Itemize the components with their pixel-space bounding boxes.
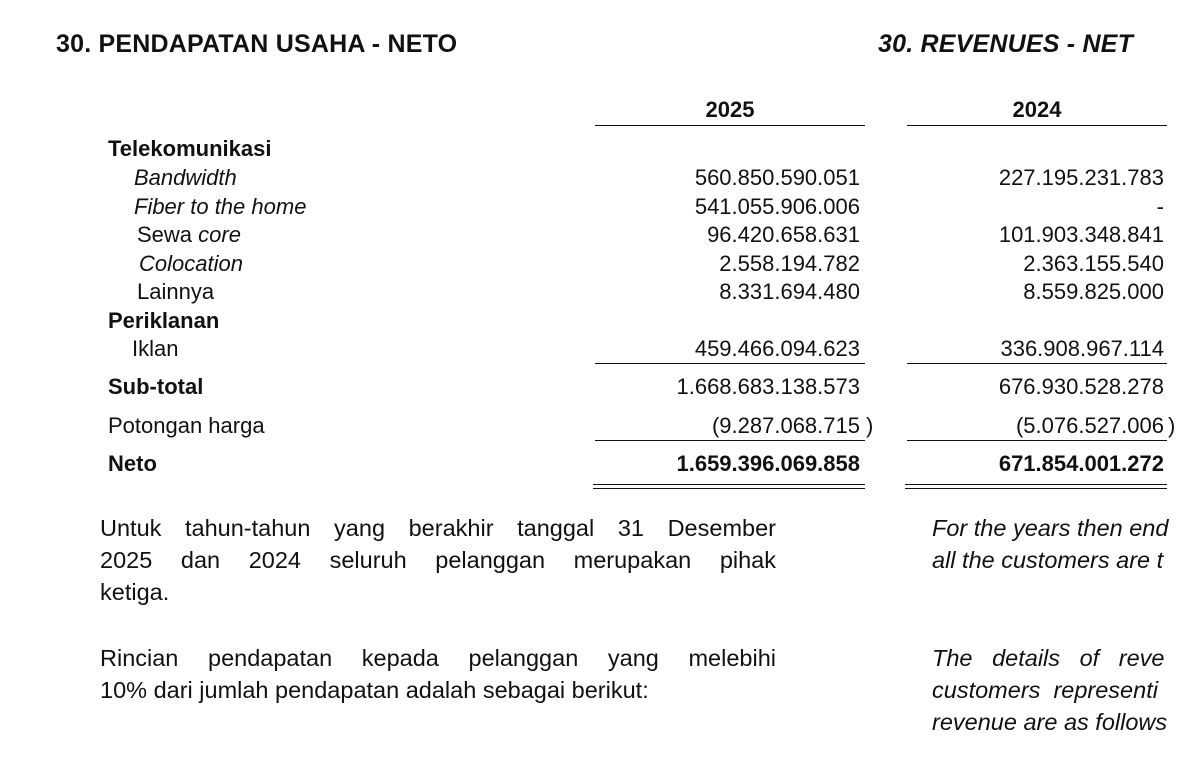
- value-2024-colocation: 2.363.155.540: [1023, 251, 1164, 276]
- paragraph-customers-en-line-2: all the customers are t: [932, 547, 1164, 573]
- row-label-fiber-to-the-home: Fiber to the home: [134, 194, 307, 219]
- value-2025-colocation: 2.558.194.782: [719, 251, 860, 276]
- value-2024-sewa-core: 101.903.348.841: [998, 222, 1164, 247]
- paragraph-customers-en: [932, 512, 1200, 576]
- value-2025-lainnya: 8.331.694.480: [719, 279, 860, 304]
- value-2025-sewa-core: 96.420.658.631: [707, 222, 860, 247]
- value-2024-potongan-harga: (5.076.527.006: [1015, 413, 1164, 438]
- row-label-subtotal: Sub-total: [108, 374, 204, 399]
- row-label-potongan-harga: Potongan harga: [108, 413, 265, 438]
- paragraph-customers-id: [100, 512, 776, 608]
- value-2024-lainnya: 8.559.825.000: [1023, 279, 1164, 304]
- row-label-sewa-core: [137, 222, 241, 248]
- paragraph-customers-id-line-3: ketiga.: [100, 579, 170, 605]
- value-2025-potongan-harga: (9.287.068.715: [711, 413, 860, 438]
- header-underline-2024: [907, 125, 1167, 126]
- paragraph-revenue-detail-id-line-2: 10% dari jumlah pendapatan adalah sebagai berikut:: [100, 677, 649, 703]
- neto-rule-2024: [907, 440, 1167, 441]
- row-label-sewa-plain: Sewa: [137, 222, 199, 247]
- value-2025-iklan: 459.466.094.623: [694, 336, 860, 361]
- neto-rule-2025: [595, 440, 865, 441]
- subtotal-rule-2024: [907, 363, 1167, 364]
- value-2025-subtotal: 1.668.683.138.573: [676, 374, 860, 399]
- group-label-telekomunikasi: Telekomunikasi: [108, 136, 272, 161]
- row-label-bandwidth: Bandwidth: [134, 165, 237, 190]
- paragraph-revenue-detail-en-line-2: customers representi: [932, 677, 1158, 703]
- paragraph-revenue-detail-en: [932, 642, 1200, 738]
- value-2024-potongan-close-paren: ): [1168, 413, 1176, 438]
- paragraph-revenue-detail-en-line-3: revenue are as follows: [932, 709, 1168, 735]
- subtotal-rule-2025: [595, 363, 865, 364]
- value-2025-bandwidth: 560.850.590.051: [694, 165, 860, 190]
- value-2025-neto: 1.659.396.069.858: [676, 451, 860, 476]
- row-label-neto: Neto: [108, 451, 157, 476]
- paragraph-revenue-detail-en-line-1: The details of reve: [932, 645, 1165, 671]
- column-header-2024: 2024: [1012, 97, 1062, 122]
- paragraph-revenue-detail-id-line-1: Rincian pendapatan kepada pelanggan yang melebihi: [100, 645, 776, 671]
- section-title-id: 30. PENDAPATAN USAHA - NETO: [56, 30, 458, 58]
- header-underline-2025: [595, 125, 865, 126]
- paragraph-customers-id-line-1: Untuk tahun-tahun yang berakhir tanggal 31 Desember: [100, 515, 776, 541]
- row-label-iklan: Iklan: [132, 336, 179, 361]
- value-2024-bandwidth: 227.195.231.783: [998, 165, 1164, 190]
- value-2024-iklan: 336.908.967.114: [1000, 336, 1164, 361]
- column-header-2025: 2025: [705, 97, 755, 122]
- value-2025-fiber-to-the-home: 541.055.906.006: [694, 194, 860, 219]
- row-label-colocation: Colocation: [139, 251, 243, 276]
- paragraph-customers-id-line-2: 2025 dan 2024 seluruh pelanggan merupakan pihak: [100, 547, 776, 573]
- value-2024-subtotal: 676.930.528.278: [998, 374, 1164, 399]
- neto-double-rule-2024: [905, 484, 1167, 489]
- value-2024-neto: 671.854.001.272: [998, 451, 1164, 476]
- value-2025-potongan-close-paren: ): [866, 413, 874, 438]
- value-2024-fiber-to-the-home: -: [1156, 194, 1164, 219]
- row-label-lainnya: Lainnya: [137, 279, 215, 304]
- row-label-sewa-italic: core: [198, 222, 241, 247]
- group-label-periklanan: Periklanan: [108, 308, 220, 333]
- neto-double-rule-2025: [593, 484, 865, 489]
- section-title-en: 30. REVENUES - NET: [878, 30, 1134, 58]
- paragraph-revenue-detail-id: [100, 642, 776, 706]
- paragraph-customers-en-line-1: For the years then end: [932, 515, 1169, 541]
